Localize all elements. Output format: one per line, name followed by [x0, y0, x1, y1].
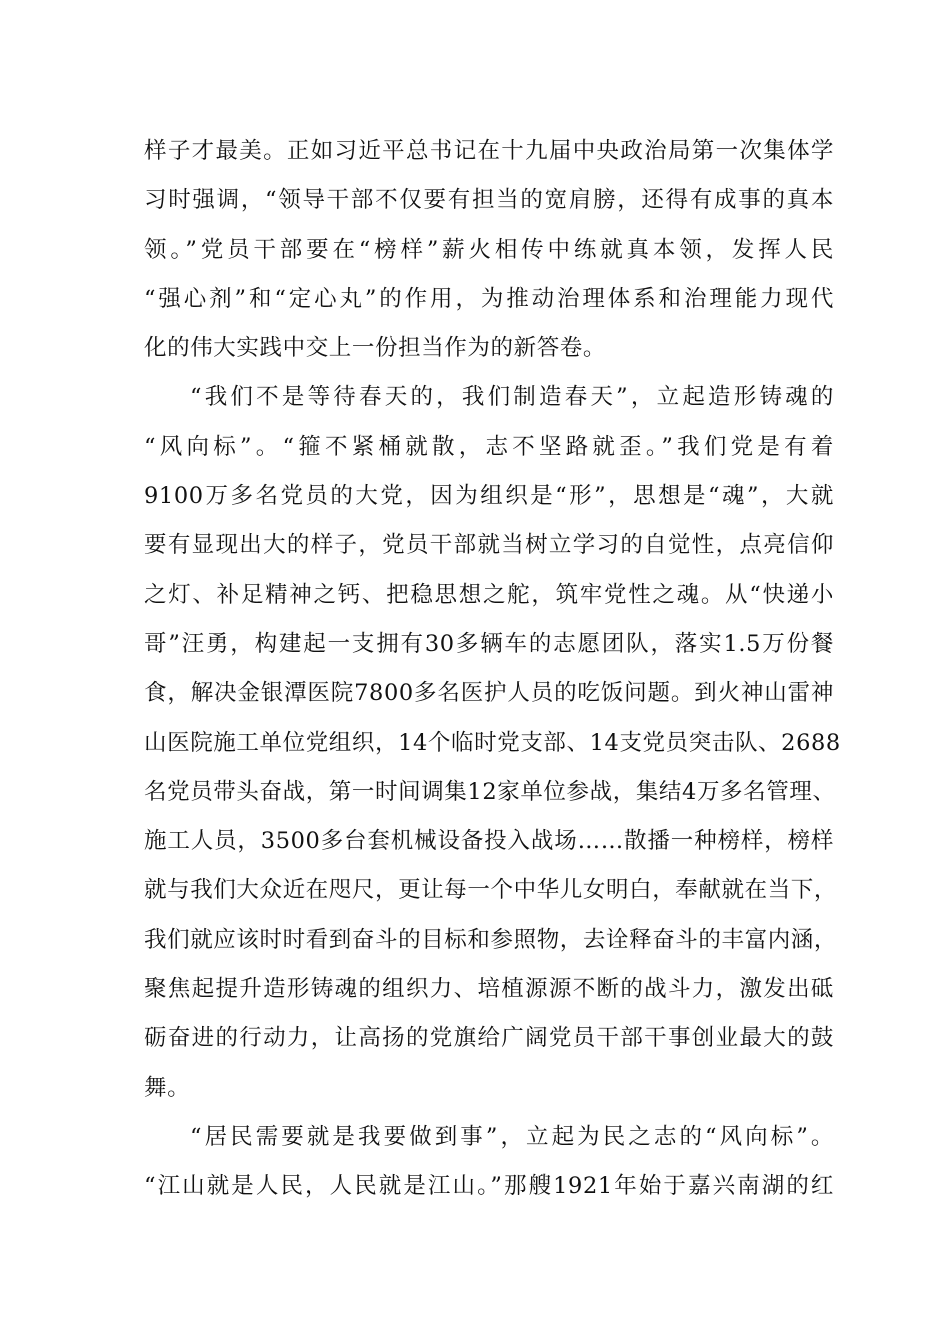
- text-line: “强心剂”和“定心丸”的作用，为推动治理体系和治理能力现代: [144, 285, 834, 312]
- text-line: 舞。: [144, 1074, 191, 1101]
- body-text: [144, 127, 841, 1212]
- text-line: 山医院施工单位党组织，14个临时党支部、14支党员突击队、2688: [144, 729, 841, 756]
- text-line: 要有显现出大的样子，党员干部就当树立学习的自觉性，点亮信仰: [144, 532, 834, 559]
- text-line: 聚焦起提升造形铸魂的组织力、培植源源不断的战斗力，激发出砥: [144, 976, 834, 1003]
- text-line: 名党员带头奋战，第一时间调集12家单位参战，集结4万多名管理、: [144, 778, 836, 805]
- text-line: 9100万多名党员的大党，因为组织是“形”，思想是“魂”，大就: [144, 483, 834, 510]
- text-line: 习时强调，“领导干部不仅要有担当的宽肩膀，还得有成事的真本: [144, 187, 834, 214]
- text-line: 施工人员，3500多台套机械设备投入战场……散播一种榜样，榜样: [144, 828, 834, 855]
- text-line: 领。”党员干部要在“榜样”薪火相传中练就真本领，发挥人民: [144, 236, 834, 263]
- text-line: 哥”汪勇，构建起一支拥有30多辆车的志愿团队，落实1.5万份餐: [144, 630, 834, 657]
- text-line: 化的伟大实践中交上一份担当作为的新答卷。: [144, 335, 607, 362]
- paragraph-first-line: “居民需要就是我要做到事”，立起为民之志的“风向标”。: [190, 1123, 834, 1150]
- text-line: 砺奋进的行动力，让高扬的党旗给广阔党员干部干事创业最大的鼓: [144, 1025, 834, 1052]
- text-line: “风向标”。“箍不紧桶就散，志不坚路就歪。”我们党是有着: [144, 433, 834, 460]
- text-line: 我们就应该时时看到奋斗的目标和参照物，去诠释奋斗的丰富内涵，: [144, 926, 838, 953]
- paragraph-first-line: “我们不是等待春天的，我们制造春天”，立起造形铸魂的: [190, 384, 834, 411]
- text-line: 食，解决金银潭医院7800多名医护人员的吃饭问题。到火神山雷神: [144, 680, 834, 707]
- text-line: “江山就是人民，人民就是江山。”那艘1921年始于嘉兴南湖的红: [144, 1173, 834, 1200]
- text-line: 之灯、补足精神之钙、把稳思想之舵，筑牢党性之魂。从“快递小: [144, 581, 834, 608]
- text-line: 样子才最美。正如习近平总书记在十九届中央政治局第一次集体学: [144, 138, 834, 164]
- text-line: 就与我们大众近在咫尺，更让每一个中华儿女明白，奉献就在当下，: [144, 877, 838, 904]
